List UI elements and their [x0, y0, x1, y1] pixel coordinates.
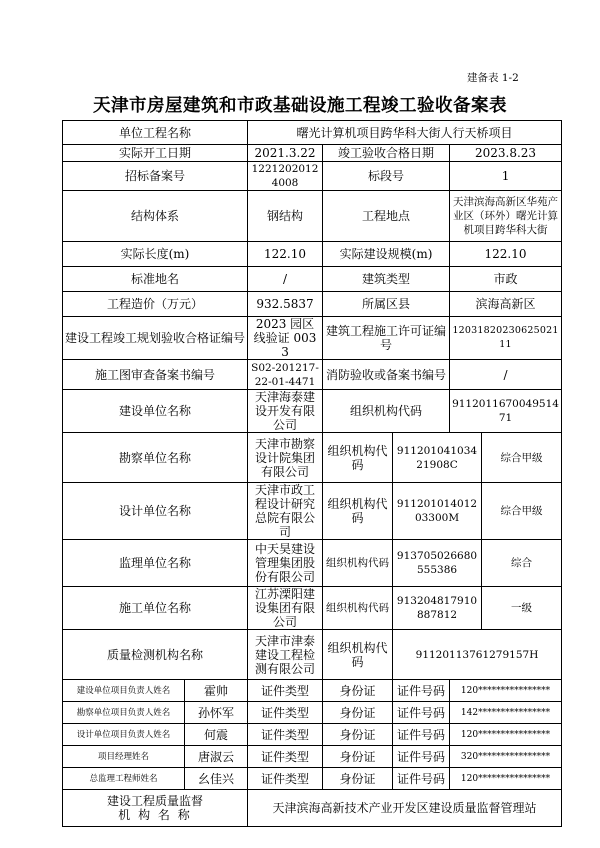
person-role-label: 建设单位项目负责人姓名	[63, 680, 185, 702]
bid-record-label: 招标备案号	[63, 162, 248, 191]
cost-label: 工程造价（万元）	[63, 292, 248, 317]
table-row	[63, 145, 562, 162]
table-row	[63, 121, 562, 145]
building-type-value: 市政	[450, 267, 562, 292]
scale-label: 实际建设规模(m)	[323, 242, 450, 267]
table-row	[63, 390, 562, 433]
org-code-label: 组织机构代码	[323, 433, 393, 483]
builder-unit-label: 施工单位名称	[63, 587, 248, 630]
project-name-label: 单位工程名称	[63, 121, 248, 145]
design-unit-qual: 综合甲级	[482, 483, 562, 540]
person-role-label: 设计单位项目负责人姓名	[63, 724, 185, 746]
cert-no-value: 120****************	[450, 680, 562, 702]
structure-value: 钢结构	[248, 191, 323, 242]
planning-cert-value: 2023 园区线验证 0033	[248, 317, 323, 360]
org-code-label: 组织机构代码	[323, 540, 393, 587]
survey-unit-qual: 综合甲级	[482, 433, 562, 483]
testing-unit-name: 天津市津泰建设工程检测有限公司	[248, 630, 323, 680]
start-date-label: 实际开工日期	[63, 145, 248, 162]
drawing-review-value: S02-201217-22-01-4471	[248, 360, 323, 390]
table-row	[63, 746, 562, 768]
table-row	[63, 360, 562, 390]
cert-no-value: 142****************	[450, 702, 562, 724]
table-row	[63, 483, 562, 540]
structure-label: 结构体系	[63, 191, 248, 242]
cert-no-label: 证件号码	[393, 702, 450, 724]
accept-date-label: 竣工验收合格日期	[323, 145, 450, 162]
cert-no-value: 120****************	[450, 768, 562, 790]
table-row	[63, 191, 562, 242]
person-name: 幺佳兴	[185, 768, 248, 790]
form-code: 建备表 1-2	[467, 72, 519, 84]
scale-value: 122.10	[450, 242, 562, 267]
cert-type-value: 身份证	[323, 724, 393, 746]
table-row	[63, 587, 562, 630]
cert-no-value: 320****************	[450, 746, 562, 768]
table-row	[63, 292, 562, 317]
quality-supervision-value: 天津滨海高新技术产业开发区建设质量监督管理站	[248, 790, 562, 827]
table-row	[63, 267, 562, 292]
person-role-label: 项目经理姓名	[63, 746, 185, 768]
quality-supervision-label	[63, 790, 248, 827]
table-row	[63, 630, 562, 680]
org-code-label: 组织机构代码	[323, 587, 393, 630]
person-name: 唐淑云	[185, 746, 248, 768]
accept-date-value: 2023.8.23	[450, 145, 562, 162]
fire-record-value: /	[450, 360, 562, 390]
survey-unit-code: 91120104103421908C	[393, 433, 482, 483]
construction-unit-name: 天津海泰建设开发有限公司	[248, 390, 323, 433]
builder-unit-name: 江苏溧阳建设集团有限公司	[248, 587, 323, 630]
supervision-unit-name: 中天昊建设管理集团股份有限公司	[248, 540, 323, 587]
person-role-label: 勘察单位项目负责人姓名	[63, 702, 185, 724]
permit-label: 建筑工程施工许可证编号	[323, 317, 450, 360]
table-row	[63, 242, 562, 267]
survey-unit-label: 勘察单位名称	[63, 433, 248, 483]
org-code-label: 组织机构代码	[323, 630, 393, 680]
cert-no-label: 证件号码	[393, 746, 450, 768]
planning-cert-label: 建设工程竣工规划验收合格证编号	[63, 317, 248, 360]
section-label: 标段号	[323, 162, 450, 191]
location-label: 工程地点	[323, 191, 450, 242]
permit-value: 1203182023062502111	[450, 317, 562, 360]
drawing-review-label: 施工图审查备案书编号	[63, 360, 248, 390]
table-row	[63, 768, 562, 790]
person-role-label: 总监理工程师姓名	[63, 768, 185, 790]
start-date-value: 2021.3.22	[248, 145, 323, 162]
length-label: 实际长度(m)	[63, 242, 248, 267]
testing-unit-code: 91120113761279157H	[393, 630, 562, 680]
project-name-value: 曙光计算机项目跨华科大街人行天桥项目	[248, 121, 562, 145]
cert-type-value: 身份证	[323, 746, 393, 768]
acceptance-form-table	[62, 120, 562, 827]
cost-value: 932.5837	[248, 292, 323, 317]
person-name: 孙怀军	[185, 702, 248, 724]
location-value: 天津滨海高新区华苑产业区（环外）曙光计算机项目跨华科大街	[450, 191, 562, 242]
cert-no-label: 证件号码	[393, 768, 450, 790]
cert-type-label: 证件类型	[248, 702, 323, 724]
district-value: 滨海高新区	[450, 292, 562, 317]
person-name: 何震	[185, 724, 248, 746]
table-row	[63, 317, 562, 360]
builder-unit-code: 913204817910887812	[393, 587, 482, 630]
construction-unit-code: 911201167004951471	[450, 390, 562, 433]
design-unit-name: 天津市政工程设计研究总院有限公司	[248, 483, 323, 540]
supervision-unit-code: 913705026680555386	[393, 540, 482, 587]
page-title: 天津市房屋建筑和市政基础设施工程竣工验收备案表	[93, 96, 507, 116]
construction-unit-label: 建设单位名称	[63, 390, 248, 433]
table-row	[63, 724, 562, 746]
person-name: 霍帅	[185, 680, 248, 702]
table-row	[63, 433, 562, 483]
landmark-value: /	[248, 267, 323, 292]
org-code-label: 组织机构代码	[323, 390, 450, 433]
builder-unit-qual: 一级	[482, 587, 562, 630]
district-label: 所属区县	[323, 292, 450, 317]
testing-unit-label: 质量检测机构名称	[63, 630, 248, 680]
length-value: 122.10	[248, 242, 323, 267]
design-unit-code: 91120101401203300M	[393, 483, 482, 540]
supervision-unit-label: 监理单位名称	[63, 540, 248, 587]
cert-type-label: 证件类型	[248, 680, 323, 702]
org-code-label: 组织机构代码	[323, 483, 393, 540]
design-unit-label: 设计单位名称	[63, 483, 248, 540]
cert-no-label: 证件号码	[393, 680, 450, 702]
building-type-label: 建筑类型	[323, 267, 450, 292]
quality-supervision-label-line2: 机 构 名 称	[118, 808, 192, 822]
survey-unit-name: 天津市勘察设计院集团有限公司	[248, 433, 323, 483]
table-row	[63, 790, 562, 827]
cert-no-label: 证件号码	[393, 724, 450, 746]
table-row	[63, 702, 562, 724]
cert-type-label: 证件类型	[248, 768, 323, 790]
cert-no-value: 120****************	[450, 724, 562, 746]
table-row	[63, 540, 562, 587]
cert-type-label: 证件类型	[248, 746, 323, 768]
fire-record-label: 消防验收或备案书编号	[323, 360, 450, 390]
cert-type-value: 身份证	[323, 680, 393, 702]
cert-type-label: 证件类型	[248, 724, 323, 746]
table-row	[63, 162, 562, 191]
cert-type-value: 身份证	[323, 702, 393, 724]
cert-type-value: 身份证	[323, 768, 393, 790]
supervision-unit-qual: 综合	[482, 540, 562, 587]
table-row	[63, 680, 562, 702]
section-value: 1	[450, 162, 562, 191]
landmark-label: 标准地名	[63, 267, 248, 292]
bid-record-value: 12212020124008	[248, 162, 323, 191]
quality-supervision-label-line1: 建设工程质量监督	[107, 794, 204, 808]
